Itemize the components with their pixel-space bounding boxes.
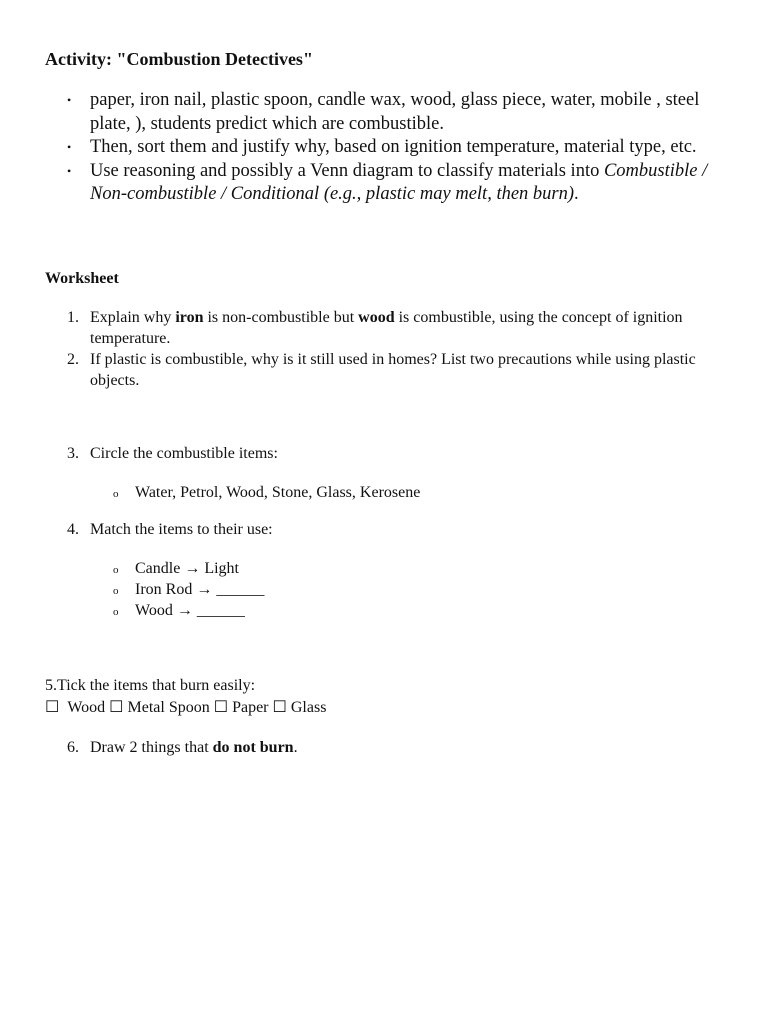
question-4-pairs xyxy=(45,558,725,621)
question-number: 6. xyxy=(67,738,79,756)
arrow-icon: → xyxy=(184,559,201,577)
worksheet-questions xyxy=(45,307,725,391)
question-6-prompt xyxy=(45,737,725,758)
checkbox-label: Wood xyxy=(67,698,106,716)
match-pair xyxy=(45,558,725,579)
activity-bullet-text: Then, sort them and justify why, based on ignition temperature, material type, etc. xyxy=(90,137,697,157)
sub-bullet-marker: o xyxy=(113,605,119,618)
question-5 xyxy=(45,675,725,719)
question-5-prompt: 5.Tick the items that burn easily: xyxy=(45,676,256,694)
bullet-marker: • xyxy=(67,140,72,154)
checkbox-icon[interactable]: ☐ xyxy=(272,698,287,716)
activity-bullet-end: . xyxy=(574,184,579,204)
activity-bullet-item xyxy=(45,160,725,207)
question-text: If plastic is combustible, why is it still used in homes? List two precautions while using plastic objects. xyxy=(90,350,696,389)
question-4 xyxy=(45,519,725,621)
match-item: Candle xyxy=(135,559,181,577)
checkbox-icon[interactable]: ☐ xyxy=(213,698,229,716)
question-5-options xyxy=(45,697,725,719)
question-bold-text: iron xyxy=(175,308,204,326)
activity-bullet-text: Use reasoning and possibly a Venn diagram to classify materials into xyxy=(90,160,604,181)
activity-bullet-list xyxy=(45,89,725,207)
match-blank: ______ xyxy=(216,580,265,598)
match-item: Wood xyxy=(135,601,173,619)
sub-bullet-marker: o xyxy=(113,584,119,597)
bullet-marker: • xyxy=(67,93,72,107)
question-text: is non-combustible but xyxy=(203,308,359,326)
checkbox-icon[interactable]: ☐ xyxy=(45,698,60,716)
question-3-prompt xyxy=(45,443,725,464)
question-text: Draw 2 things that xyxy=(90,738,213,756)
question-3-options xyxy=(45,482,725,503)
question-text: . xyxy=(293,738,298,756)
question-text: Explain why xyxy=(90,308,176,326)
arrow-icon: → xyxy=(196,580,213,598)
match-use: Light xyxy=(204,559,239,577)
question-3 xyxy=(45,443,725,503)
checkbox-label: Glass xyxy=(290,698,327,716)
worksheet-heading: Worksheet xyxy=(45,269,119,287)
question-text: is combustible, using the concept of ignition temperature. xyxy=(90,308,683,347)
question-6 xyxy=(45,737,725,758)
question-text: Circle the combustible items: xyxy=(90,444,278,462)
checkbox-icon[interactable]: ☐ xyxy=(109,698,124,716)
bullet-marker: • xyxy=(67,163,72,178)
activity-bullet-text: paper, iron nail, plastic spoon, candle wax, wood, glass piece, water, mobile , steel plate, ), students predict which are combustible. xyxy=(90,90,700,134)
question-number: 2. xyxy=(67,350,79,368)
question-1 xyxy=(45,307,725,349)
activity-bullet-item xyxy=(45,136,725,160)
question-4-prompt xyxy=(45,519,725,540)
question-number: 1. xyxy=(67,308,79,326)
match-pair xyxy=(45,600,725,621)
activity-bullet-italic-text: Combustible / Non-combustible / Conditional (e.g., plastic may melt, then burn) xyxy=(90,160,708,204)
checkbox-label: Metal Spoon xyxy=(127,698,210,716)
activity-title: Activity: "Combustion Detectives" xyxy=(45,49,313,69)
question-text: Match the items to their use: xyxy=(90,520,273,538)
match-item: Iron Rod xyxy=(135,580,193,598)
match-blank: ______ xyxy=(196,601,245,619)
checkbox-label: Paper xyxy=(232,698,269,716)
question-number: 4. xyxy=(67,520,79,538)
option-text: Water, Petrol, Wood, Stone, Glass, Kerosene xyxy=(135,483,421,501)
sub-bullet-marker: o xyxy=(113,487,119,500)
question-bold-text: do not burn xyxy=(212,738,294,756)
question-number: 3. xyxy=(67,444,79,462)
question-bold-text: wood xyxy=(358,308,395,326)
activity-bullet-item xyxy=(45,89,725,136)
sub-bullet-marker: o xyxy=(113,563,119,576)
question-2 xyxy=(45,349,725,391)
option-item xyxy=(45,482,725,503)
arrow-icon: → xyxy=(176,601,193,619)
match-pair xyxy=(45,579,725,600)
document-page xyxy=(45,47,725,758)
